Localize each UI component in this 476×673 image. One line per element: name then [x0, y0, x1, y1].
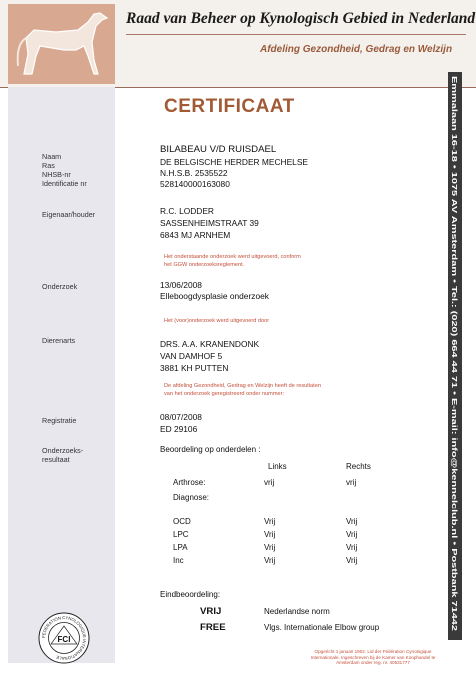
- final-desc-elbow: Vlgs. Internationale Elbow group: [264, 623, 380, 632]
- greyhound-logo-icon: [8, 4, 115, 84]
- label-identificatie: Identificatie nr: [42, 179, 87, 188]
- label-nhsb: NHSB-nr: [42, 170, 71, 179]
- label-resultaat-line2: resultaat: [42, 455, 70, 464]
- label-onderzoek: Onderzoek: [42, 282, 78, 291]
- arthrose-left: vrij: [264, 478, 275, 487]
- address-text: Emmalaan 16-18 • 1075 AV Amsterdam • Tel.: (020) 664 44 71 • E-mail: info@kennelclub.nl • Postbank 71442: [450, 76, 459, 451]
- results-note-line2: van het onderzoek geregistreerd onder nummer:: [164, 391, 285, 397]
- row-left-ocd: Vrij: [264, 517, 276, 526]
- dog-name: BILABEAU V/D RUISDAEL: [160, 144, 277, 155]
- row-label-lpc: LPC: [173, 530, 189, 539]
- certificate-title: CERTIFICAAT: [164, 96, 295, 117]
- row-right-inc: Vrij: [346, 556, 358, 565]
- address-band-text: [448, 72, 462, 640]
- owner-city: 6843 MJ ARNHEM: [160, 230, 231, 240]
- row-right-ocd: Vrij: [346, 517, 358, 526]
- fci-seal-icon: [38, 612, 90, 664]
- arthrose-label: Arthrose:: [173, 478, 206, 487]
- fci-ring-text: FEDERATION CYNOLOGIQUE INTERNATIONALE: [40, 614, 88, 662]
- diagnose-label: Diagnose:: [173, 493, 210, 502]
- vet-city: 3881 KH PUTTEN: [160, 363, 229, 373]
- results-note-line1: De afdeling Gezondheid, Gedrag en Welzijn heeft de resultaten: [164, 383, 321, 389]
- label-dierenarts: Dierenarts: [42, 336, 76, 345]
- row-label-ocd: OCD: [173, 517, 191, 526]
- exam-date: 13/06/2008: [160, 280, 202, 290]
- header-divider: [126, 34, 466, 35]
- exam-note-line2: het GGW onderzoeksreglement.: [164, 262, 245, 268]
- final-desc-nederlandse: Nederlandse norm: [264, 607, 330, 616]
- dog-breed: DE BELGISCHE HERDER MECHELSE: [160, 157, 308, 167]
- department-title: Afdeling Gezondheid, Gedrag en Welzijn: [260, 44, 453, 55]
- row-left-lpc: Vrij: [264, 530, 276, 539]
- row-label-inc: Inc: [173, 556, 184, 565]
- registration-number: ED 29106: [160, 424, 198, 434]
- row-left-inc: Vrij: [264, 556, 276, 565]
- row-right-lpc: Vrij: [346, 530, 358, 539]
- organization-title: Raad van Beheer op Kynologisch Gebied in Nederland: [126, 10, 476, 27]
- vet-name: DRS. A.A. KRANENDONK: [160, 339, 260, 349]
- owner-street: SASSENHEIMSTRAAT 39: [160, 218, 259, 228]
- row-left-lpa: Vrij: [264, 543, 276, 552]
- label-naam: Naam: [42, 152, 62, 161]
- arthrose-right: vrij: [346, 478, 357, 487]
- dog-id: 528140000163080: [160, 179, 230, 189]
- column-links: Links: [268, 462, 287, 471]
- exam-type: Elleboogdysplasie onderzoek: [160, 291, 269, 301]
- assessment-heading: Beoordeling op onderdelen :: [160, 445, 261, 454]
- label-registratie: Registratie: [42, 416, 77, 425]
- label-resultaat-line1: Onderzoeks-: [42, 446, 84, 455]
- column-rechts: Rechts: [346, 462, 371, 471]
- fci-abbr: FCI: [57, 635, 71, 644]
- registration-date: 08/07/2008: [160, 412, 202, 422]
- owner-name: R.C. LODDER: [160, 206, 214, 216]
- row-label-lpa: LPA: [173, 543, 188, 552]
- row-right-lpa: Vrij: [346, 543, 358, 552]
- label-ras: Ras: [42, 161, 55, 170]
- exam-note-line1: Het onderstaande onderzoek werd uitgevoerd, conform: [164, 254, 301, 260]
- vet-street: VAN DAMHOF 5: [160, 351, 223, 361]
- dog-nhsb: N.H.S.B. 2535522: [160, 168, 228, 178]
- final-grade-vrij: VRIJ: [200, 606, 222, 617]
- final-heading: Eindbeoordeling:: [160, 590, 221, 599]
- copyright-text: Opgericht 1 januari 1902. Lid der Fédération Cynologique Internationale. Ingeschreven bij de Kamer van Koophandel te Amsterdam onder reg. nr. 40531777: [310, 649, 436, 666]
- preexam-note: Het (voor)onderzoek werd uitgevoerd door: [164, 318, 270, 324]
- label-eigenaar: Eigenaar/houder: [42, 210, 96, 219]
- final-grade-free: FREE: [200, 622, 226, 633]
